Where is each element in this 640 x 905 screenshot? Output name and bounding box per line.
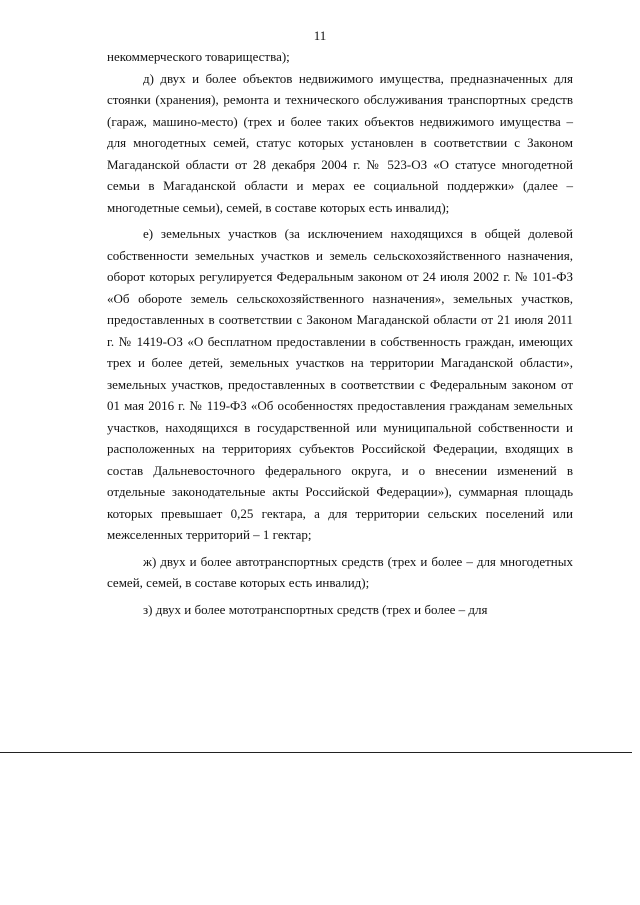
page-number: 11 [313, 28, 327, 43]
document-body [107, 46, 573, 620]
paragraph-item-z: з) двух и более мототранспортных средств (трех и более – для [143, 601, 488, 617]
paragraph-item-d: д) двух и более объектов недвижимого имущества, предназначенных для стоянки (хранения), ремонта и технического обслуживания транспортных средств (гараж, машино-место) (трех и более таких объектов недвижимого имущества – для многодетных семей, статус которых установлен в соответствии с Законом Магаданской области от 28 декабря 2004 г. № 523-ОЗ «О статусе многодетной семьи в Магаданской области и мерах ее социальной поддержки» (далее – многодетные семьи), семей, в составе которых есть инвалид); [107, 70, 573, 215]
paragraph-continuation: некоммерческого товарищества); [107, 49, 290, 64]
footer-divider [0, 752, 632, 753]
paragraph-item-zh: ж) двух и более автотранспортных средств (трех и более – для многодетных семей, семей, в составе которых есть инвалид); [107, 553, 573, 590]
paragraph-item-e: е) земельных участков (за исключением находящихся в общей долевой собственности земельных участков и земель сельскохозяйственного назначения, оборот которых регулируется Федеральным законом от 24 июля 2002 г. № 101-ФЗ «Об обороте земель сельскохозяйственного назначения», земельных участков, предоставленных в соответствии с Законом Магаданской области от 21 июля 2011 г. № 1419-ОЗ «О бесплатном предоставлении в собственность граждан, имеющих трех и более детей, земельных участков на территории Магаданской области», земельных участков, предоставленных в соответствии с Федеральным законом от 01 мая 2016 г. № 119-ФЗ «Об особенностях предоставления гражданам земельных участков, находящихся в государственной или муниципальной собственности и расположенных на территориях субъектов Российской Федерации, входящих в состав Дальневосточного федерального округа, и о внесении изменений в отдельные законодательные акты Российской Федерации»), суммарная площадь которых превышает 0,25 гектара, а для территории сельских поселений или межселенных территорий – 1 гектар; [107, 226, 573, 542]
